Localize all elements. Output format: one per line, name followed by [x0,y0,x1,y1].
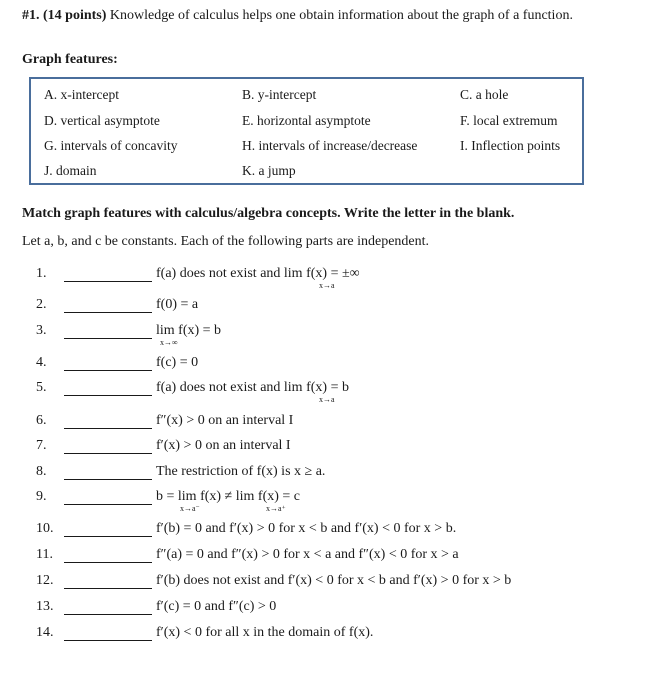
item-number: 5. [36,380,47,395]
feature-j: J. domain [44,163,97,178]
feature-c: C. a hole [460,87,509,102]
item-number: 2. [36,297,47,312]
feature-i: I. Inflection points [460,138,561,153]
answer-blank[interactable] [64,281,152,282]
answer-blank[interactable] [64,588,152,589]
item-number: 4. [36,355,47,370]
item-number: 3. [36,323,47,338]
answer-blank[interactable] [64,562,152,563]
item-expression: f′(b) = 0 and f′(x) > 0 for x < b and f′(x) < 0 for x > b. [156,521,457,536]
feature-b: B. y-intercept [242,87,317,102]
let-line: Let a, b, and c be constants. Each of the following parts are independent. [22,234,430,249]
instructions: Match graph features with calculus/algebra concepts. Write the letter in the blank. [22,206,515,221]
answer-blank[interactable] [64,453,152,454]
answer-blank[interactable] [64,395,152,396]
limit-subscript: x→a [319,281,335,290]
item-expression: f(c) = 0 [156,355,199,370]
answer-blank[interactable] [64,338,152,339]
limit-subscript: x→a⁻ [180,504,200,513]
item-expression: f′(c) = 0 and f″(c) > 0 [156,599,277,614]
answer-blank[interactable] [64,312,152,313]
item-expression: f(0) = a [156,297,199,312]
graph-features-box [29,77,584,185]
problem-title [22,6,622,25]
item-number: 6. [36,413,47,428]
item-number: 7. [36,438,47,453]
limit-subscript: x→∞ [160,338,178,347]
feature-d: D. vertical asymptote [44,113,160,128]
item-expression: f′(x) < 0 for all x in the domain of f(x). [156,625,374,640]
answer-blank[interactable] [64,479,152,480]
item-number: 9. [36,489,47,504]
item-expression: f(a) does not exist and lim f(x) = b [156,380,349,395]
item-number: 11. [36,547,53,562]
feature-k: K. a jump [242,163,296,178]
item-expression: f′(b) does not exist and f′(x) < 0 for x < b and f′(x) > 0 for x > b [156,573,512,588]
answer-blank[interactable] [64,370,152,371]
graph-features-heading: Graph features: [22,52,118,67]
feature-f: F. local extremum [460,113,558,128]
item-number: 1. [36,266,47,281]
feature-e: E. horizontal asymptote [242,113,371,128]
item-expression: lim f(x) = b [156,323,222,338]
item-number: 14. [36,625,54,640]
feature-h: H. intervals of increase/decrease [242,138,418,153]
answer-blank[interactable] [64,504,152,505]
limit-subscript: x→a [319,395,335,404]
problem-text: Knowledge of calculus helps one obtain information about the graph of a function. [106,8,573,23]
item-number: 10. [36,521,54,536]
item-number: 13. [36,599,54,614]
item-expression: f″(a) = 0 and f″(x) > 0 for x < a and f″(x) < 0 for x > a [156,547,459,562]
item-number: 8. [36,464,47,479]
item-expression: f′(x) > 0 on an interval I [156,438,291,453]
answer-blank[interactable] [64,536,152,537]
answer-blank[interactable] [64,640,152,641]
problem-number: #1. [22,8,40,23]
feature-g: G. intervals of concavity [44,138,178,153]
answer-blank[interactable] [64,614,152,615]
limit-subscript: x→a⁺ [266,504,286,513]
item-expression: f″(x) > 0 on an interval I [156,413,294,428]
item-expression: b = lim f(x) ≠ lim f(x) = c [156,489,300,504]
feature-a: A. x-intercept [44,87,119,102]
item-expression: The restriction of f(x) is x ≥ a. [156,464,326,479]
item-expression: f(a) does not exist and lim f(x) = ±∞ [156,266,360,281]
problem-points: (14 points) [43,8,107,23]
item-number: 12. [36,573,54,588]
answer-blank[interactable] [64,428,152,429]
